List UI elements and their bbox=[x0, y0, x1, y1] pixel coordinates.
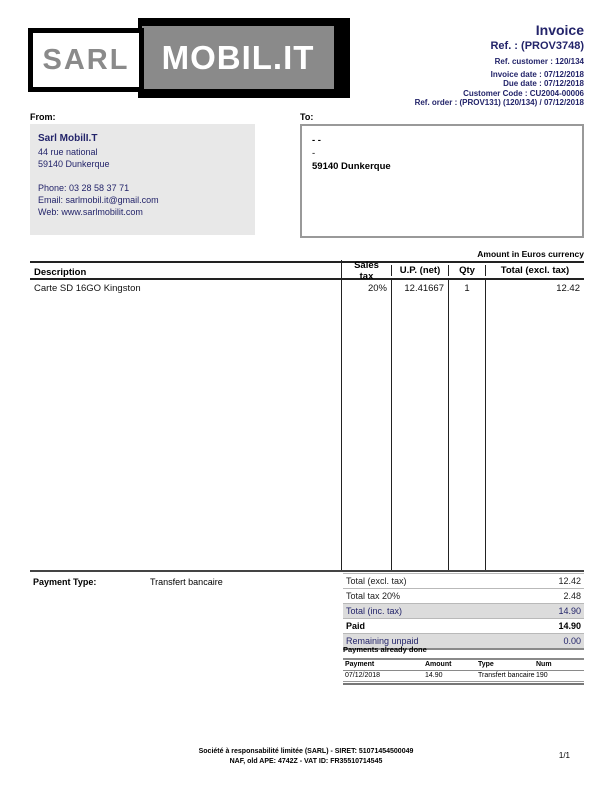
payments-done-title: Payments already done bbox=[343, 645, 427, 654]
paid-value: 14.90 bbox=[558, 621, 581, 631]
invoice-header bbox=[415, 22, 584, 108]
total-inc-tax-label: Total (inc. tax) bbox=[346, 606, 403, 616]
invoice-title: Invoice bbox=[535, 22, 584, 38]
total-excl-tax-row bbox=[343, 573, 584, 588]
payments-done-bottom-rule bbox=[343, 681, 584, 685]
from-label: From: bbox=[30, 112, 56, 122]
item-unit-price: 12.41667 bbox=[391, 280, 448, 570]
to-line3: 59140 Dunkerque bbox=[312, 161, 391, 172]
total-tax-label: Total tax 20% bbox=[346, 591, 401, 601]
total-excl-tax-value: 12.42 bbox=[558, 576, 581, 586]
from-company-name: Sarl MobilI.T bbox=[38, 133, 98, 144]
col-header-sales-tax: Sales tax bbox=[341, 260, 391, 282]
col-header-total: Total (excl. tax) bbox=[485, 265, 584, 276]
total-inc-tax-value: 14.90 bbox=[558, 606, 581, 616]
col-header-description: Description bbox=[34, 266, 87, 278]
from-web: Web: www.sarlmobilit.com bbox=[38, 207, 143, 217]
logo-mobilit-text: MOBIL.IT bbox=[142, 26, 334, 89]
payment-type bbox=[33, 577, 223, 587]
payment-method: Transfert bancaire bbox=[478, 672, 535, 679]
from-address-line1: 44 rue national bbox=[38, 147, 98, 157]
invoice-ref-order: Ref. order : (PROV131) (120/134) / 07/12/2018 bbox=[414, 98, 584, 107]
invoice-due-date: Due date : 07/12/2018 bbox=[503, 79, 584, 88]
to-line2: - bbox=[312, 148, 316, 159]
from-address-box bbox=[30, 124, 255, 235]
items-table bbox=[30, 261, 584, 572]
table-row bbox=[30, 280, 584, 570]
total-inc-tax-row bbox=[343, 603, 584, 618]
to-line1: - - bbox=[312, 135, 321, 146]
company-logo bbox=[28, 8, 350, 100]
total-tax-value: 2.48 bbox=[563, 591, 581, 601]
to-label: To: bbox=[300, 112, 314, 122]
total-excl-tax-label: Total (excl. tax) bbox=[346, 576, 407, 586]
payment-num: 190 bbox=[536, 672, 548, 679]
payments-done-row bbox=[343, 671, 584, 681]
payments-col-amount: Amount bbox=[425, 661, 452, 668]
item-description: Carte SD 16GO Kingston bbox=[34, 283, 141, 294]
payments-done-header bbox=[343, 658, 584, 671]
remaining-unpaid-value: 0.00 bbox=[563, 636, 581, 646]
payments-col-type: Type bbox=[478, 661, 494, 668]
item-qty: 1 bbox=[448, 280, 485, 570]
paid-label: Paid bbox=[346, 621, 366, 631]
item-total: 12.42 bbox=[485, 280, 584, 570]
payments-col-num: Num bbox=[536, 661, 552, 668]
total-tax-row bbox=[343, 588, 584, 603]
payment-type-value: Transfert bancaire bbox=[150, 577, 223, 587]
from-address-line2: 59140 Dunkerque bbox=[38, 159, 110, 169]
payment-amount: 14.90 bbox=[425, 672, 443, 679]
items-table-header bbox=[30, 259, 584, 282]
to-address-box bbox=[300, 124, 584, 238]
footer-legal bbox=[0, 747, 612, 766]
footer-line2: NAF, old APE: 4742Z - VAT ID: FR35510714545 bbox=[229, 757, 383, 765]
invoice-customer-code: Customer Code : CU2004-00006 bbox=[463, 88, 584, 98]
col-header-up-net: U.P. (net) bbox=[391, 265, 448, 276]
payment-type-label: Payment Type: bbox=[33, 577, 97, 587]
from-email: Email: sarlmobil.it@gmail.com bbox=[38, 195, 159, 205]
paid-row bbox=[343, 618, 584, 633]
payments-done-block bbox=[343, 645, 584, 685]
item-sales-tax: 20% bbox=[341, 280, 391, 570]
payment-date: 07/12/2018 bbox=[345, 672, 381, 679]
logo-sarl-box bbox=[28, 28, 144, 92]
page-number: 1/1 bbox=[558, 751, 570, 760]
remaining-unpaid-label: Remaining unpaid bbox=[346, 636, 419, 646]
logo-sarl-text: SARL bbox=[42, 43, 130, 76]
invoice-ref: Ref. : (PROV3748) bbox=[490, 40, 584, 52]
invoice-date: Invoice date : 07/12/2018 bbox=[490, 69, 584, 79]
invoice-ref-customer: Ref. customer : 120/134 bbox=[494, 57, 584, 66]
col-header-qty: Qty bbox=[448, 265, 485, 276]
currency-note: Amount in Euros currency bbox=[477, 249, 584, 259]
footer-line1: Société à responsabilité limitée (SARL) - SIRET: 51071454500049 bbox=[198, 748, 414, 755]
payments-col-payment: Payment bbox=[345, 661, 375, 668]
totals-block bbox=[343, 573, 584, 650]
logo-mobilit-box bbox=[138, 18, 350, 98]
from-phone: Phone: 03 28 58 37 71 bbox=[38, 183, 130, 193]
